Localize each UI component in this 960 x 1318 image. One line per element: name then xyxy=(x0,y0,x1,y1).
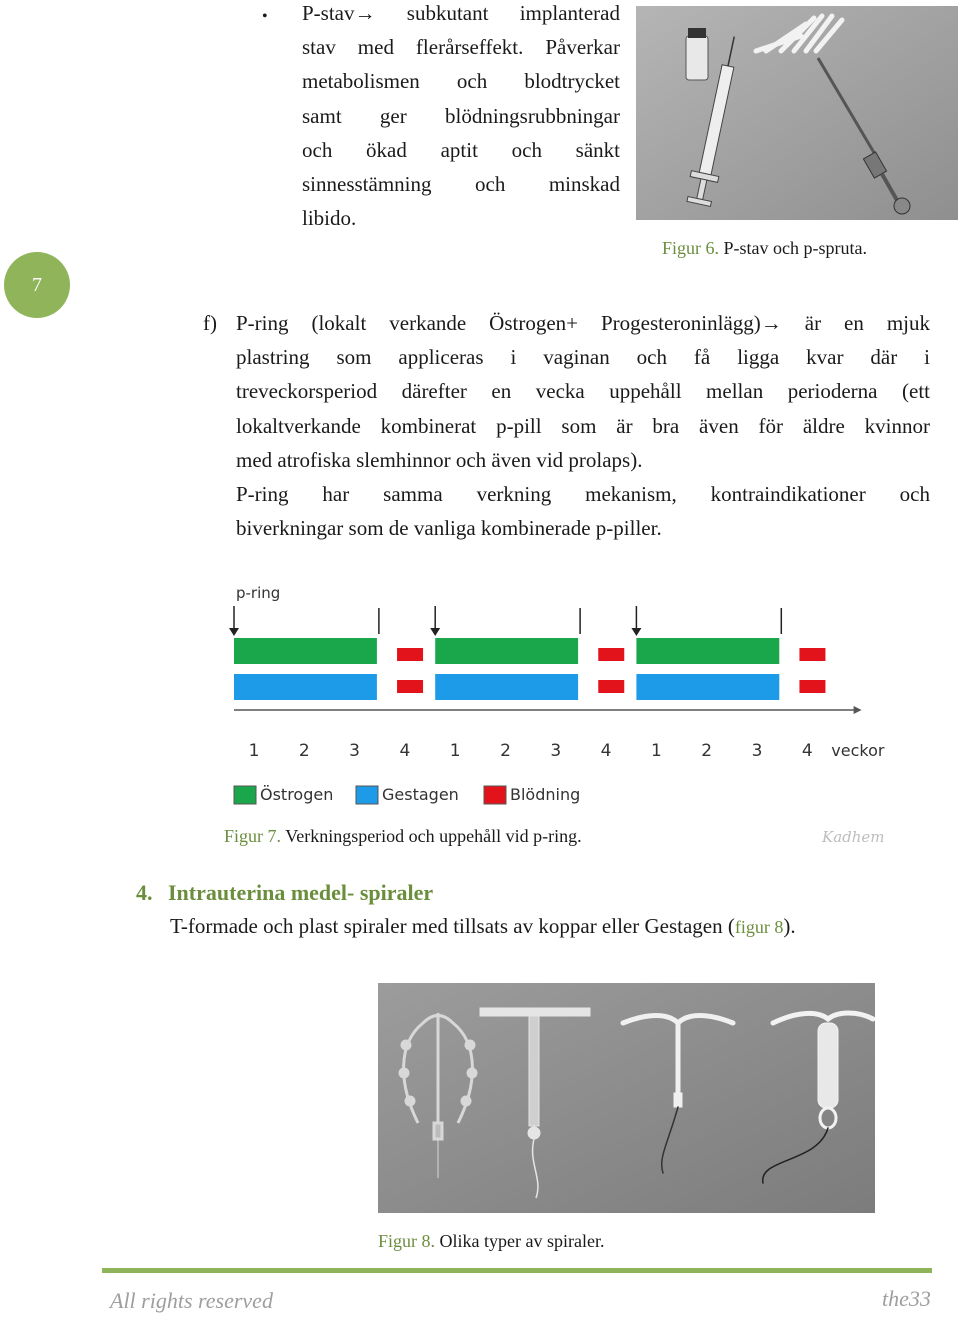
ring-insertion-arrowhead xyxy=(229,628,239,636)
figure-6-photo xyxy=(636,6,958,220)
estrogen-bar xyxy=(636,638,779,664)
section-f-line: P-ring har samma verkning mekanism, kontraindikationer och xyxy=(236,482,930,507)
bleeding-bar xyxy=(799,648,825,661)
week-tick-label: 4 xyxy=(801,741,813,761)
figure-7-text: Verkningsperiod och uppehåll vid p-ring. xyxy=(285,826,582,846)
figure-8-label: Figur 8. xyxy=(378,1231,436,1251)
estrogen-bar xyxy=(234,638,377,664)
figure-8-caption xyxy=(378,1231,604,1252)
bullet-line: sinnesstämning och minskad xyxy=(302,172,620,197)
chart-title: p-ring xyxy=(236,584,281,602)
bullet-text xyxy=(302,0,620,235)
figure-7-caption xyxy=(224,826,582,847)
syringe-implant-illustration xyxy=(636,6,958,220)
figure-6-caption xyxy=(662,238,867,259)
footer-rule xyxy=(102,1268,932,1273)
ring-insertion-arrowhead xyxy=(631,628,641,636)
week-tick-label: 2 xyxy=(701,741,713,761)
bleeding-bar xyxy=(598,648,624,661)
footer-copyright: All rights reserved xyxy=(110,1288,273,1313)
week-tick-label: 4 xyxy=(600,741,612,761)
p-ring-timeline-chart xyxy=(220,578,900,818)
week-tick-label: 3 xyxy=(550,741,562,761)
bullet-line: metabolismen och blodtrycket xyxy=(302,69,620,94)
section-4-text-end: ). xyxy=(783,914,796,938)
section-4-text: T-formade och plast spiraler med tillsats av koppar eller Gestagen ( xyxy=(170,914,735,938)
figure-7-watermark: Kadhem xyxy=(822,828,885,846)
week-tick-label: 1 xyxy=(650,741,662,761)
bullet-marker: • xyxy=(262,8,268,25)
bullet-line: P-stav→ subkutant implanterad xyxy=(302,1,620,25)
figure-8-photo xyxy=(378,983,875,1213)
week-tick-label: 3 xyxy=(751,741,763,761)
gestagen-bar xyxy=(636,674,779,700)
figure-7-label: Figur 7. xyxy=(224,826,282,846)
section-4-number: 4. xyxy=(136,880,153,905)
bleeding-bar xyxy=(397,648,423,661)
bullet-line: libido. xyxy=(302,206,357,231)
bullet-line: stav med flerårseffekt. Påverkar xyxy=(302,35,620,60)
week-tick-label: 4 xyxy=(399,741,411,761)
legend-swatch xyxy=(234,786,256,804)
page-number: 7 xyxy=(32,273,42,296)
legend-label: Blödning xyxy=(510,785,581,804)
gestagen-bar xyxy=(435,674,578,700)
section-f-line: med atrofiska slemhinnor och även vid prolaps). xyxy=(236,447,643,472)
time-axis-arrowhead xyxy=(854,706,862,714)
section-f-line: P-ring (lokalt verkande Östrogen+ Progesteroninlägg)→ är en mjuk xyxy=(236,311,930,335)
ring-insertion-arrowhead xyxy=(430,628,440,636)
section-f-body xyxy=(236,306,930,545)
section-f-line: plastring som appliceras i vaginan och få ligga kvar där i xyxy=(236,345,930,370)
footer-brand: the33 xyxy=(882,1286,931,1311)
figure-8-text: Olika typer av spiraler. xyxy=(439,1231,605,1251)
gestagen-bar xyxy=(234,674,377,700)
week-tick-label: 2 xyxy=(298,741,310,761)
section-4-body xyxy=(170,914,796,939)
bleeding-bar xyxy=(598,680,624,693)
legend-label: Östrogen xyxy=(260,785,334,804)
section-f-line: lokaltverkande kombinerat p-pill som är bra även för äldre kvinnor xyxy=(236,413,930,438)
section-4-heading xyxy=(136,880,433,906)
section-f-line: treveckorsperiod därefter en vecka uppehåll mellan perioderna (ett xyxy=(236,379,930,404)
bleeding-bar xyxy=(799,680,825,693)
x-axis-unit-label: veckor xyxy=(831,741,885,760)
section-f-line: biverkningar som de vanliga kombinerade p-piller. xyxy=(236,516,662,541)
figure-6-text: P-stav och p-spruta. xyxy=(723,238,867,258)
week-tick-label: 1 xyxy=(248,741,260,761)
legend-label: Gestagen xyxy=(382,785,459,804)
legend-swatch xyxy=(484,786,506,804)
section-f-marker: f) xyxy=(203,311,217,335)
iud-types-illustration xyxy=(378,983,875,1213)
bleeding-bar xyxy=(397,680,423,693)
bullet-line: samt ger blödningsrubbningar xyxy=(302,103,620,128)
figure-8-reference[interactable]: figur 8 xyxy=(734,917,784,937)
week-tick-label: 2 xyxy=(500,741,511,761)
estrogen-bar xyxy=(435,638,578,664)
section-4-title: Intrauterina medel- spiraler xyxy=(168,880,434,905)
week-tick-label: 1 xyxy=(449,741,461,761)
figure-6-label: Figur 6. xyxy=(662,238,720,258)
legend-swatch xyxy=(356,786,378,804)
week-tick-label: 3 xyxy=(349,741,361,761)
bullet-line: och ökad aptit och sänkt xyxy=(302,137,620,162)
page-number-badge xyxy=(4,252,70,318)
